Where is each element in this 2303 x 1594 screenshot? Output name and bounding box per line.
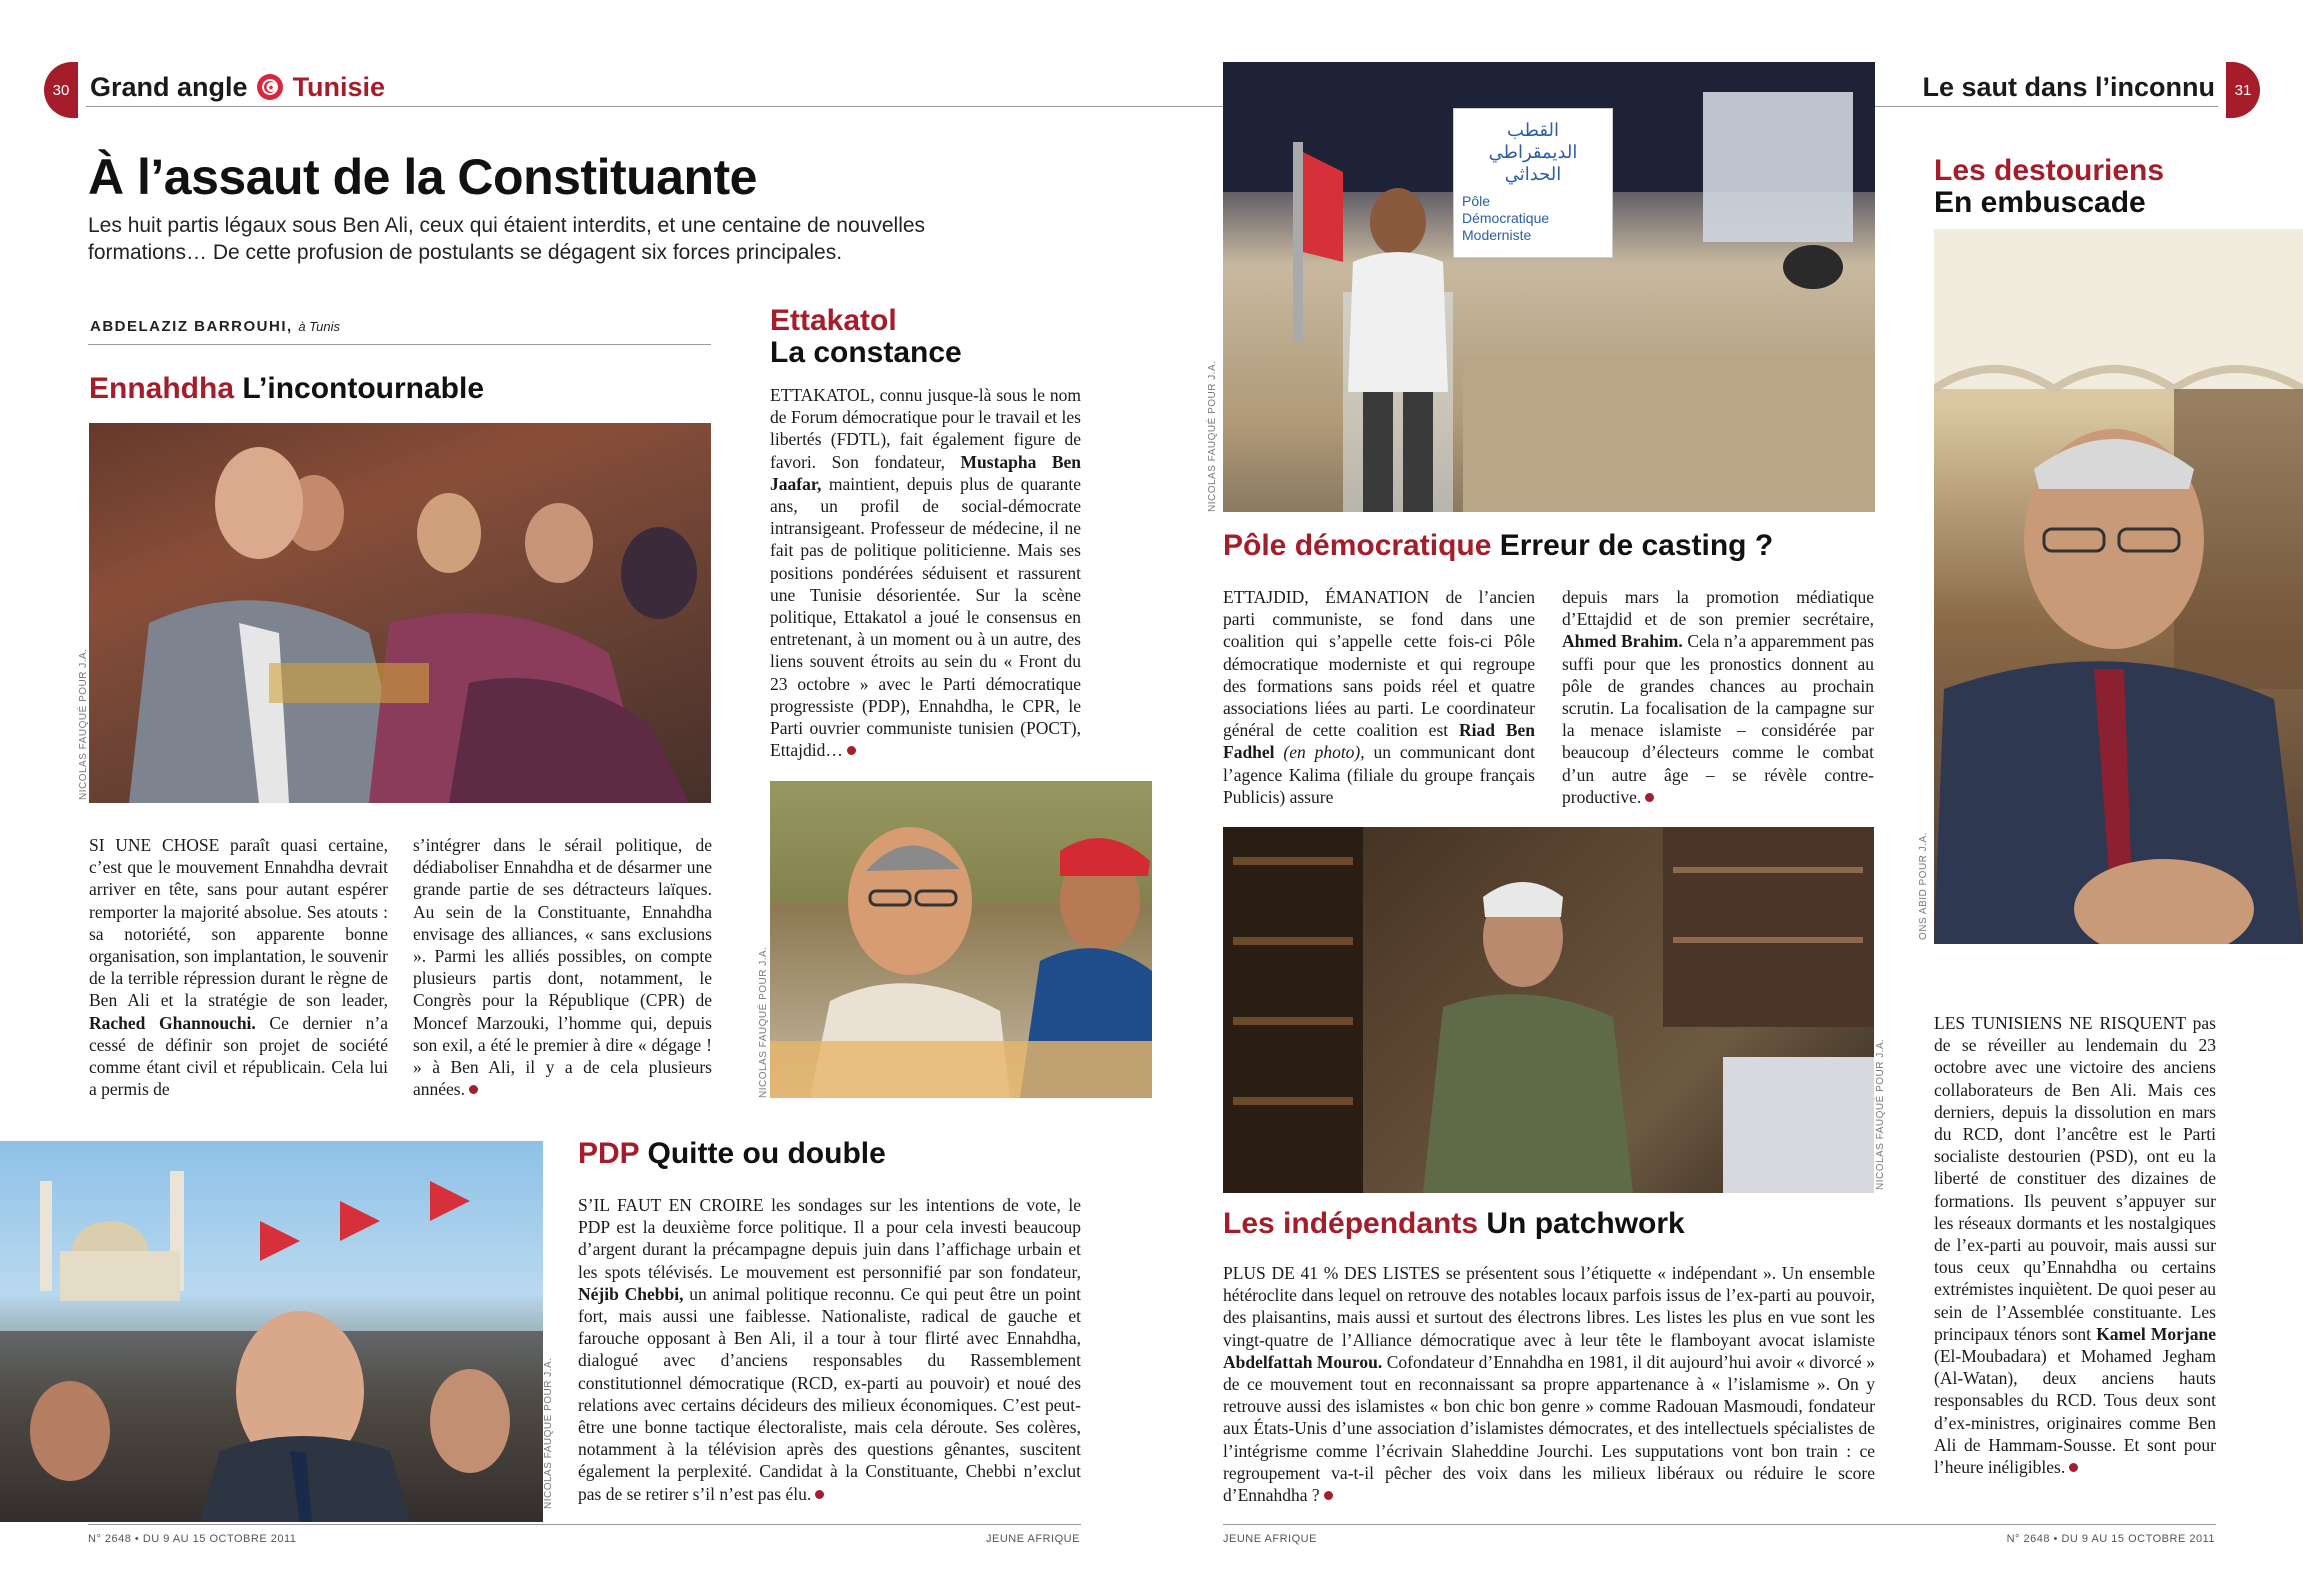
author-name: ABDELAZIZ BARROUHI,: [90, 318, 293, 335]
section-label: Grand angle: [90, 72, 248, 102]
byline: [90, 318, 340, 335]
end-mark: [469, 1085, 478, 1094]
ettakatol-heading: [770, 305, 962, 369]
pdp-photo-credit: NICOLAS FAUQUÉ POUR J.A.: [543, 1357, 554, 1509]
author-location: à Tunis: [298, 319, 340, 334]
independants-photo: [1223, 827, 1874, 1193]
ennahdha-heading: [89, 373, 484, 405]
destouriens-photo-credit: ONS ABID POUR J.A.: [1918, 832, 1929, 940]
pole-heading: [1223, 530, 1773, 562]
footer-left-issue: N° 2648 • DU 9 AU 15 OCTOBRE 2011: [88, 1533, 297, 1545]
ettakatol-text: ETTAKATOL, connu jusque-là sous le nom de Forum démocratique pour le travail et les libertés (FDTL), fait également figure de favori. Son fondateur, Mustapha Ben Jaafar, maintient, depuis plus de quarante ans, un profil de social-démocrate intransigeant. Professeur de médecine, il ne fait pas de politique politicienne. Mais ses positions pondérées séduisent et rassurent une Tunisie désorientée. Sur la scène politique, Ettakatol a joué le consensus en entretenant, à un moment ou à un autre, des liens souvent étroits au sein du « Front du 23 octobre » avec le Parti démocratique progressiste (PDP), Ennahdha, le CPR, le Parti ouvrier communiste tunisien (POCT), Ettajdid…: [770, 385, 1082, 761]
destouriens-name: Les destouriens: [1934, 154, 2165, 187]
page-number-right: 31: [2226, 62, 2260, 118]
pole-text-col2: depuis mars la promotion médiatique d’Ettajdid et de son premier secrétaire, Ahmed Brahim. Cela n’a apparemment pas suffi pour que les pronostics donnent au pôle de grandes chances au prochain scrutin. La focalisation de la campagne sur la menace islamiste – considérée par beaucoup d’électeurs comme le combat d’un autre âge – se révèle contre-productive.: [1562, 587, 1875, 807]
destouriens-heading: [1934, 155, 2164, 219]
end-mark: [815, 1490, 824, 1499]
ettakatol-photo: [770, 781, 1152, 1098]
footer-right-issue: N° 2648 • DU 9 AU 15 OCTOBRE 2011: [2006, 1533, 2215, 1545]
pole-photo: [1223, 62, 1875, 512]
pole-banner: [1453, 108, 1613, 258]
pdp-text: S’IL FAUT EN CROIRE les sondages sur les intentions de vote, le PDP est la deuxième force politique. Il a pour cela investi beaucoup d’argent durant la précampagne depuis juin dans l’affichage urbain et les spots télévisés. Le mouvement est personnifié par son fondateur, Néjib Chebbi, un animal politique reconnu. Ce qui peut être un point fort, mais aussi une faiblesse. Nationaliste, radical de gauche et farouche opposant à Ben Ali, il a tour à tour flirté avec Ennahdha, dialogué avec d’anciens responsables du Rassemblement constitutionnel démocratique (RCD, ex-parti au pouvoir) et noué des relations avec certains décideurs des milieux économiques. C’est peut-être une bonne tactique électoraliste, mais cela déroute. Ses colères, notamment à la télévision après des questions gênantes, suscitent également la perplexité. Candidat à la Constituante, Chebbi n’exclut pas de se retirer s’il n’est pas élu.: [578, 1195, 1081, 1504]
ennahdha-name: Ennahdha: [89, 372, 235, 405]
article-title: À l’assaut de la Constituante: [88, 149, 757, 205]
ennahdha-tag: L’incontournable: [242, 372, 485, 405]
end-mark: [1324, 1491, 1333, 1500]
end-mark: [2069, 1463, 2078, 1472]
independants-name: Les indépendants: [1223, 1207, 1479, 1240]
ettakatol-photo-credit: NICOLAS FAUQUÉ POUR J.A.: [758, 946, 769, 1098]
end-mark: [847, 746, 856, 755]
pole-name: Pôle démocratique: [1223, 529, 1492, 562]
pole-photo-credit: NICOLAS FAUQUÉ POUR J.A.: [1207, 360, 1218, 512]
independants-heading: [1223, 1208, 1685, 1240]
destouriens-text: LES TUNISIENS NE RISQUENT pas de se réveiller au lendemain du 23 octobre avec une victoire des anciens collaborateurs de Ben Ali. Mais ces derniers, depuis la dissolution en mars du RCD, dont l’ancêtre est le Parti socialiste destourien (PSD), ont eu la liberté de constituer des dizaines de formations. Ils peuvent s’appuyer sur les réseaux dormants et les nostalgiques de l’ex-parti au pouvoir, mais aussi sur tous ceux qu’Ennahdha ou certains extrémistes inquiètent. De quoi peser au sein de l’Assemblée constituante. Les principaux ténors sont Kamel Morjane (El-Moubadara) et Mohamed Jegham (Al-Watan), deux anciens hauts responsables du RCD. Tous deux sont d’ex-ministres, originaires comme Ben Ali de Hammam-Sousse. Et sont pour l’heure inéligibles.: [1934, 1013, 2217, 1478]
pdp-photo: [0, 1141, 543, 1522]
footer-right-magazine: JEUNE AFRIQUE: [1223, 1533, 1317, 1545]
ettakatol-name: Ettakatol: [770, 304, 897, 337]
destouriens-tag: En embuscade: [1934, 186, 2146, 219]
end-mark: [1645, 793, 1654, 802]
right-page-title: Le saut dans l’inconnu: [1922, 72, 2215, 102]
ettakatol-tag: La constance: [770, 336, 962, 369]
footer-left-magazine: JEUNE AFRIQUE: [986, 1533, 1080, 1545]
page-number-left: 30: [44, 62, 78, 118]
destouriens-photo: [1934, 229, 2303, 944]
pdp-heading: [578, 1138, 886, 1170]
pole-text-col1: ETTAJDID, ÉMANATION de l’ancien parti communiste, se fond dans une coalition qui s’appelle cette fois-ci Pôle démocratique moderniste et qui regroupe des formations sans poids réel et quatre associations liées au parti. Le coordinateur général de cette coalition est Riad Ben Fadhel (en photo), un communicant dont l’agence Kalima (filiale du groupe français Publicis) assure: [1223, 587, 1536, 807]
pole-tag: Erreur de casting ?: [1499, 529, 1774, 562]
section-kicker: [90, 72, 385, 103]
tunisia-flag-icon: [257, 74, 283, 100]
article-standfirst: Les huit partis légaux sous Ben Ali, ceux qui étaient interdits, et une centaine de nouvelles formations… De cette profusion de postulants se dégagent six forces principales.: [88, 214, 926, 264]
independants-tag: Un patchwork: [1486, 1207, 1685, 1240]
pdp-tag: Quitte ou double: [647, 1137, 886, 1170]
independants-text: PLUS DE 41 % DES LISTES se présentent sous l’étiquette « indépendant ». Un ensemble hétéroclite dans lequel on retrouve des notables locaux parfois issus de l’ex-parti au pouvoir, des plaisantins, mais aussi et surtout des électrons libres. Les listes les plus en vue sont les vingt-quatre de l’Alliance démocratique avec à leur tête le flamboyant avocat islamiste Abdelfattah Mourou. Cofondateur d’Ennahdha en 1981, il dit aujourd’hui avoir « divorcé » de ce mouvement tout en reconnaissant sa propre appartenance à « l’islamisme ». On y retrouve aussi des islamistes « bon chic bon genre » comme Radouan Masmoudi, fondateur aux États-Unis d’une association d’islamistes démocrates, et des intellectuels spécialistes de l’intégrisme comme l’écrivain Slaheddine Jourchi. Les supputations vont bon train : ce regroupement va-t-il pêcher des voix dans les milieux libéraux ou réduire le score d’Ennahdha ?: [1223, 1263, 1875, 1506]
ennahdha-text-col1: SI UNE CHOSE paraît quasi certaine, c’est que le mouvement Ennahdha devrait arriver en tête, sans pour autant espérer remporter la majorité absolue. Ses atouts : sa notoriété, son apparente bonne organisation, son implantation, le souvenir de la terrible répression durant le règne de Ben Ali et la stratégie de son leader, Rached Ghannouchi. Ce dernier n’a cessé de définir son projet de société comme étant civil et républicain. Cela lui a permis de: [89, 835, 389, 1100]
country-label: Tunisie: [292, 72, 386, 102]
independants-photo-credit: NICOLAS FAUQUÉ POUR J.A.: [1875, 1038, 1886, 1190]
pdp-name: PDP: [578, 1137, 640, 1170]
ennahdha-photo: [89, 423, 711, 803]
pole-banner-french: Pôle Démocratique Moderniste: [1462, 193, 1550, 243]
ennahdha-text-col2: s’intégrer dans le sérail politique, de dédiaboliser Ennahdha et de désarmer une grande partie de ses détracteurs laïques. Au sein de la Constituante, Ennahdha envisage des alliances, « sans exclusions ». Parmi les alliés possibles, on compte plusieurs partis dont, notamment, le Congrès pour la République (CPR) de Moncef Marzouki, l’homme qui, depuis son exil, a été le premier à dire « dégage ! » à Ben Ali, il y a de cela plusieurs années.: [413, 835, 712, 1100]
pole-banner-arabic: القطب الديمقراطي الحداثي: [1488, 120, 1578, 184]
ennahdha-photo-credit: NICOLAS FAUQUÉ POUR J.A.: [78, 648, 89, 800]
